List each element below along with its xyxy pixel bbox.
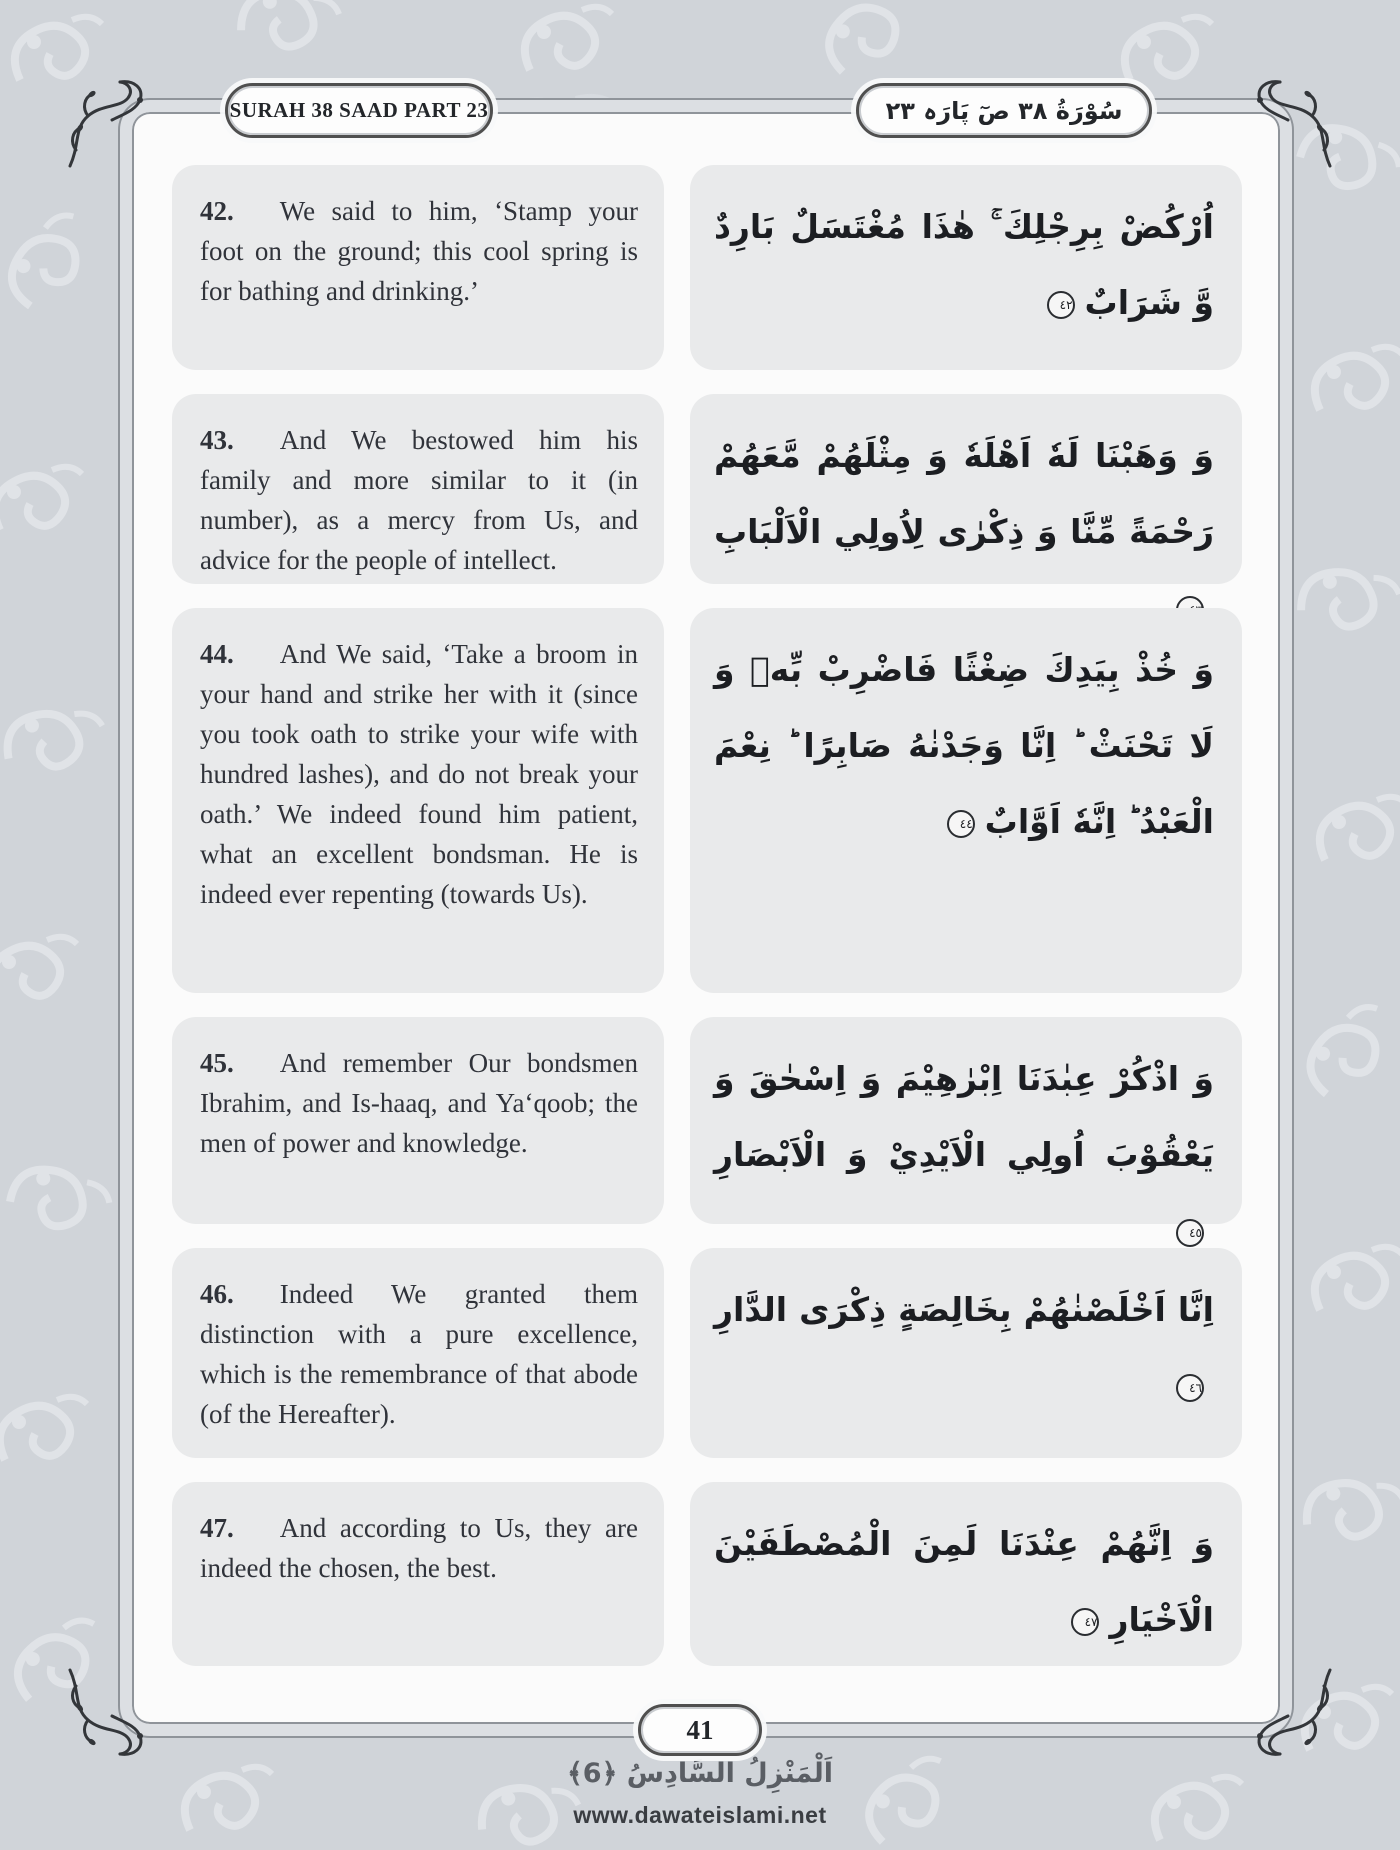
verse-arabic-text: اِنَّا اَخْلَصْنٰهُمْ بِخَالِصَةٍ ذِكْرَى الدَّارِ (714, 1290, 1214, 1329)
manzil-label: اَلْمَنْزِلُ السَّادِسُ ﴿6﴾ (566, 1758, 834, 1789)
ayah-end-mark: ٤٦ (1176, 1374, 1204, 1402)
corner-flourish-top-right-icon (1242, 78, 1338, 174)
header-title-arabic (856, 83, 1152, 138)
header-title-english-label: SURAH 38 SAAD PART 23 (229, 98, 489, 122)
verse-arabic-text: وَ اِنَّهُمْ عِنْدَنَا لَمِنَ الْمُصْطَفَيْنَ الْاَخْيَارِ (714, 1524, 1214, 1639)
ayah-end-mark: ٤٧ (1071, 1608, 1099, 1636)
page-number-badge (638, 1704, 762, 1756)
verse-arabic-text: وَ خُذْ بِيَدِكَ ضِغْثًا فَاضْرِبْ بِّهٖ وَ لَا تَحْنَثْ ؕ اِنَّا وَجَدْنٰهُ صَابِرًا ؕ نِعْمَ الْعَبْدُ ؕ اِنَّهٗ اَوَّابٌ (714, 650, 1214, 841)
verse-translation: And according to Us, they are indeed the chosen, the best. (200, 1513, 638, 1583)
verse-number: 45. (200, 1048, 234, 1078)
verse-number: 46. (200, 1279, 234, 1309)
verse-translation: Indeed We granted them distinction with a pure excellence, which is the remembrance of that abode (of the Hereafter). (200, 1279, 638, 1429)
verse-arabic-text: وَ اذْكُرْ عِبٰدَنَا اِبْرٰهِيْمَ وَ اِسْحٰقَ وَ يَعْقُوْبَ اُولِي الْاَيْدِيْ وَ الْاَبْصَارِ (714, 1059, 1214, 1174)
verse-43-english (172, 394, 664, 584)
verse-42-english (172, 165, 664, 370)
verse-translation: We said to him, ‘Stamp your foot on the ground; this cool spring is for bathing and drinking.’ (200, 196, 638, 306)
verse-44-arabic (690, 608, 1242, 993)
verse-43-arabic (690, 394, 1242, 584)
verse-number: 43. (200, 425, 234, 455)
verse-translation: And We bestowed him his family and more similar to it (in number), as a mercy from Us, and advice for the people of intellect. (200, 425, 638, 575)
verse-arabic-text: وَ وَهَبْنَا لَهٗ اَهْلَهٗ وَ مِثْلَهُمْ مَّعَهُمْ رَحْمَةً مِّنَّا وَ ذِكْرٰى لِاُولِي الْاَلْبَابِ (714, 436, 1214, 551)
verse-grid (172, 165, 1242, 1666)
ayah-end-mark: ٤٥ (1176, 1219, 1204, 1247)
verse-number: 42. (200, 196, 234, 226)
corner-flourish-top-left-icon (62, 78, 158, 174)
ayah-end-mark: ٤٢ (1047, 291, 1075, 319)
verse-45-arabic (690, 1017, 1242, 1240)
verse-number: 47. (200, 1513, 234, 1543)
verse-number: 44. (200, 639, 234, 669)
verse-47-arabic (690, 1482, 1242, 1666)
verse-translation: And remember Our bondsmen Ibrahim, and Is-haaq, and Ya‘qoob; the men of power and knowledge. (200, 1048, 638, 1158)
header-title-arabic-label: سُوْرَةُ ۳۸ صٓ پَارَہ ۲۳ (885, 96, 1123, 125)
page-number: 41 (686, 1714, 714, 1745)
website-url: www.dawateislami.net (573, 1802, 827, 1828)
ayah-end-mark: ٤٤ (947, 810, 975, 838)
verse-44-english (172, 608, 664, 993)
header-title-english (225, 83, 493, 138)
verse-47-english (172, 1482, 664, 1666)
corner-flourish-bottom-right-icon (1242, 1662, 1338, 1758)
verse-translation: And We said, ‘Take a broom in your hand and strike her with it (since you took oath to strike your wife with hundred lashes), and do not break your oath.’ We indeed found him patient, what an excellent bondsman. He is indeed ever repenting (towards Us). (200, 639, 638, 909)
verse-46-arabic (690, 1248, 1242, 1458)
corner-flourish-bottom-left-icon (62, 1662, 158, 1758)
verse-46-english (172, 1248, 664, 1458)
verse-45-english (172, 1017, 664, 1224)
verse-42-arabic (690, 165, 1242, 370)
verse-arabic-text: اُرْكُضْ بِرِجْلِكَ ۚ هٰذَا مُغْتَسَلٌ بَارِدٌ وَّ شَرَابٌ (714, 207, 1214, 322)
